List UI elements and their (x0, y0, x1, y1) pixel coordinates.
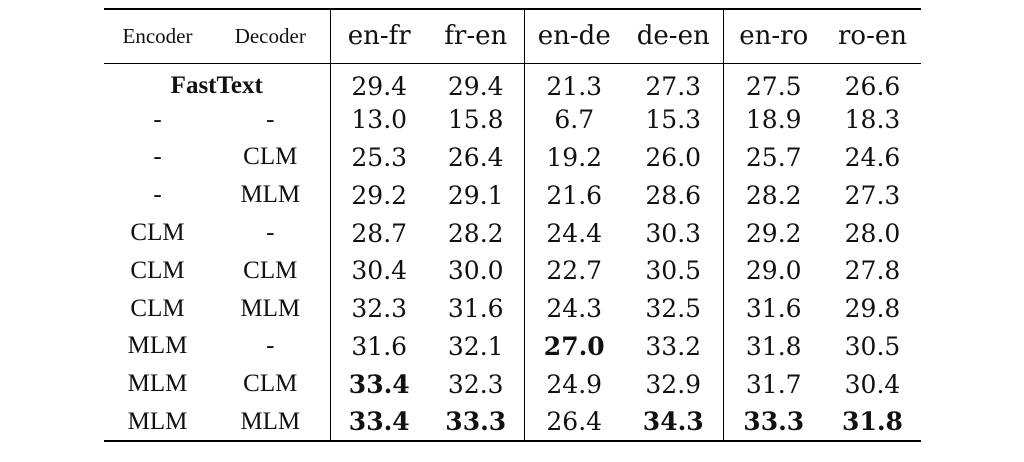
score-cell: 28.7 (351, 218, 408, 248)
table-row (104, 139, 921, 177)
baseline-label: FastText (104, 63, 330, 101)
score-cell: 31.6 (745, 294, 802, 324)
score-cell: 21.6 (546, 180, 603, 210)
score-cell: 33.3 (723, 403, 824, 441)
score-cell: 32.5 (624, 290, 723, 328)
encoder-cell: MLM (127, 370, 188, 398)
score-cell: 29.1 (428, 176, 524, 214)
score-cell: 31.8 (824, 403, 921, 441)
score-cell: 22.7 (546, 256, 603, 286)
table-row (104, 63, 921, 101)
decoder-cell: MLM (211, 290, 330, 328)
score-cell: 28.2 (745, 180, 802, 210)
score-cell: 32.9 (624, 365, 723, 403)
score-cell: 24.4 (546, 218, 603, 248)
score-cell: 30.5 (844, 331, 901, 361)
score-cell: 32.3 (428, 365, 524, 403)
decoder-cell: - (211, 101, 330, 139)
table-row (104, 290, 921, 328)
score-cell: 24.6 (844, 142, 901, 172)
table-row (104, 252, 921, 290)
score-cell: 13.0 (351, 105, 408, 135)
encoder-cell: CLM (130, 294, 185, 322)
decoder-cell: CLM (211, 139, 330, 177)
score-cell: 29.4 (351, 71, 408, 101)
table-row (104, 101, 921, 139)
score-cell: 28.0 (844, 218, 901, 248)
score-cell: 26.4 (428, 139, 524, 177)
encoder-cell: MLM (127, 332, 188, 360)
score-cell: 34.3 (624, 403, 723, 441)
table-row (104, 214, 921, 252)
score-cell: 6.7 (554, 105, 595, 135)
score-cell: 25.7 (745, 142, 802, 172)
score-cell: 18.9 (745, 105, 802, 135)
score-cell: 29.4 (428, 63, 524, 101)
score-cell: 26.6 (844, 71, 901, 101)
encoder-cell: MLM (104, 403, 211, 441)
header-en-fr: en-fr (330, 9, 428, 63)
header-encoder: Encoder (104, 9, 211, 63)
score-cell: 31.6 (428, 290, 524, 328)
score-cell: 31.8 (745, 331, 802, 361)
header-ro-en: ro-en (824, 9, 921, 63)
table-row (104, 176, 921, 214)
encoder-cell: - (153, 143, 162, 171)
score-cell: 31.7 (745, 369, 802, 399)
score-cell: 32.1 (428, 328, 524, 366)
score-cell: 30.3 (624, 214, 723, 252)
score-cell: 15.3 (624, 101, 723, 139)
header-en-ro: en-ro (723, 9, 824, 63)
header-de-en: de-en (624, 9, 723, 63)
score-cell: 28.2 (428, 214, 524, 252)
decoder-cell: - (211, 328, 330, 366)
score-cell: 31.6 (351, 331, 408, 361)
header-row (104, 9, 921, 63)
score-cell: 30.5 (624, 252, 723, 290)
score-cell: 27.8 (844, 256, 901, 286)
score-cell: 29.2 (351, 180, 408, 210)
table-row (104, 403, 921, 441)
decoder-cell: MLM (211, 176, 330, 214)
score-cell: 29.2 (745, 218, 802, 248)
score-cell: 15.8 (428, 101, 524, 139)
encoder-cell: - (153, 181, 162, 209)
score-cell: 29.0 (745, 256, 802, 286)
score-cell: 32.3 (351, 294, 408, 324)
encoder-cell: CLM (130, 256, 185, 284)
score-cell: 30.0 (428, 252, 524, 290)
score-cell: 33.3 (428, 403, 524, 441)
header-fr-en: fr-en (428, 9, 524, 63)
encoder-cell: - (153, 105, 162, 133)
score-cell: 28.6 (624, 176, 723, 214)
results-table (104, 8, 921, 442)
score-cell: 27.5 (745, 71, 802, 101)
score-cell: 24.3 (546, 294, 603, 324)
score-cell: 33.4 (330, 403, 428, 441)
score-cell: 18.3 (844, 105, 901, 135)
header-en-de: en-de (524, 9, 624, 63)
score-cell: 27.0 (543, 331, 605, 361)
score-cell: 25.3 (351, 142, 408, 172)
score-cell: 27.3 (844, 180, 901, 210)
score-cell: 27.3 (624, 63, 723, 101)
header-decoder: Decoder (211, 9, 330, 63)
decoder-cell: MLM (211, 403, 330, 441)
decoder-cell: - (211, 214, 330, 252)
score-cell: 33.2 (624, 328, 723, 366)
score-cell: 24.9 (546, 369, 603, 399)
decoder-cell: CLM (211, 365, 330, 403)
score-cell: 29.8 (844, 294, 901, 324)
score-cell: 30.4 (351, 256, 408, 286)
score-cell: 30.4 (844, 369, 901, 399)
score-cell: 21.3 (546, 71, 603, 101)
table-row (104, 328, 921, 366)
score-cell: 19.2 (546, 142, 603, 172)
encoder-cell: CLM (130, 219, 185, 247)
table-row (104, 365, 921, 403)
score-cell: 26.4 (524, 403, 624, 441)
score-cell: 26.0 (624, 139, 723, 177)
score-cell: 33.4 (348, 369, 410, 399)
decoder-cell: CLM (211, 252, 330, 290)
